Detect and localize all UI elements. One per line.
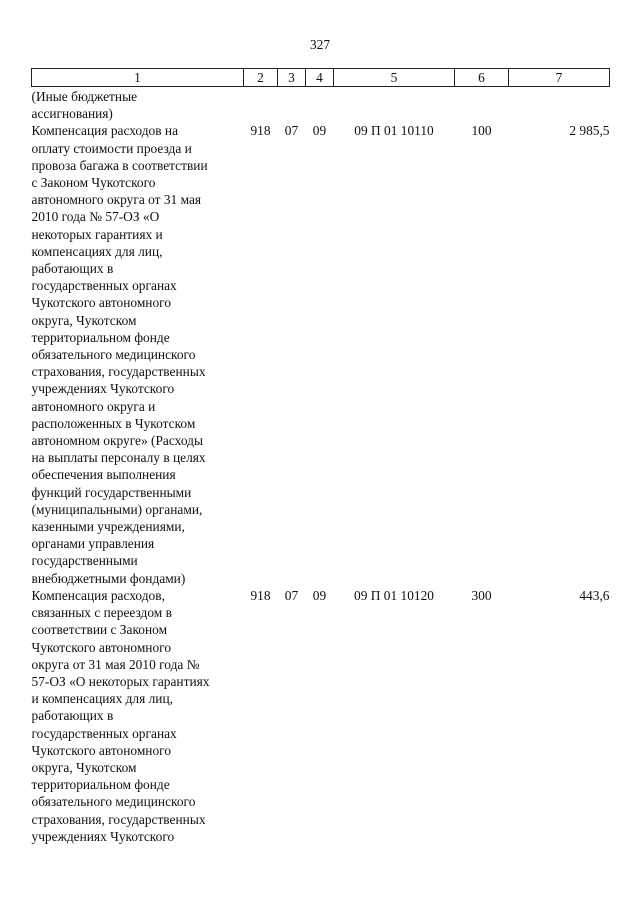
row-section-code xyxy=(278,87,306,123)
row-description: Компенсация расходов на оплату стоимости проезда и провоза багажа в соответствии с Законом Чукотского автономного округа от 31 мая 2010 года № 57-ОЗ «О некоторых гарантиях и компенсациях для лиц, работающих в государственных органах Чукотского автономного округа, Чукотском территориальном фонде обязательного медицинского страхования, государственных учреждениях Чукотского автономного округа и расположенных в Чукотском автономном округе» (Расходы на выплаты персоналу в целях обеспечения выполнения функций государственными (муниципальными) органами, казенными учреждениями, органами управления государственными внебюджетными фондами) xyxy=(31,123,208,586)
table-row xyxy=(32,87,610,123)
row-amount xyxy=(509,87,610,123)
row-amount: 443,6 xyxy=(579,587,610,603)
row-subsection-code xyxy=(306,87,334,123)
row-subsection-code: 09 xyxy=(312,123,327,139)
row-expense-type: 300 xyxy=(471,587,492,603)
table-header-row xyxy=(32,69,610,87)
row-ministry-code xyxy=(244,87,278,123)
row-subsection-code: 09 xyxy=(312,587,327,603)
budget-table xyxy=(31,68,610,845)
row-target-article: 09 П 01 10120 xyxy=(354,587,434,603)
column-header-2: 2 xyxy=(244,69,278,87)
column-header-7: 7 xyxy=(509,69,610,87)
row-target-article: 09 П 01 10110 xyxy=(354,123,434,139)
row-expense-type xyxy=(455,87,509,123)
table-row xyxy=(32,587,610,845)
row-description: (Иные бюджетные ассигнования) xyxy=(31,89,138,122)
page-number: 327 xyxy=(309,37,331,52)
row-section-code: 07 xyxy=(284,587,299,603)
column-header-4: 4 xyxy=(306,69,334,87)
row-ministry-code: 918 xyxy=(250,123,271,139)
column-header-6: 6 xyxy=(455,69,509,87)
row-ministry-code: 918 xyxy=(250,587,271,603)
row-description: Компенсация расходов, связанных с переездом в соответствии с Законом Чукотского автономного округа от 31 мая 2010 года № 57-ОЗ «О некоторых гарантиях и компенсациях для лиц, работающих в государственных органах Чукотского автономного округа, Чукотском территориальном фонде обязательного медицинского страхования, государственных учреждениях Чукотского xyxy=(31,587,210,844)
row-expense-type: 100 xyxy=(471,123,492,139)
column-header-1: 1 xyxy=(32,69,244,87)
column-header-3: 3 xyxy=(278,69,306,87)
row-target-article xyxy=(334,87,455,123)
column-header-5: 5 xyxy=(334,69,455,87)
row-section-code: 07 xyxy=(284,123,299,139)
table-row xyxy=(32,122,610,586)
row-amount: 2 985,5 xyxy=(569,123,610,139)
